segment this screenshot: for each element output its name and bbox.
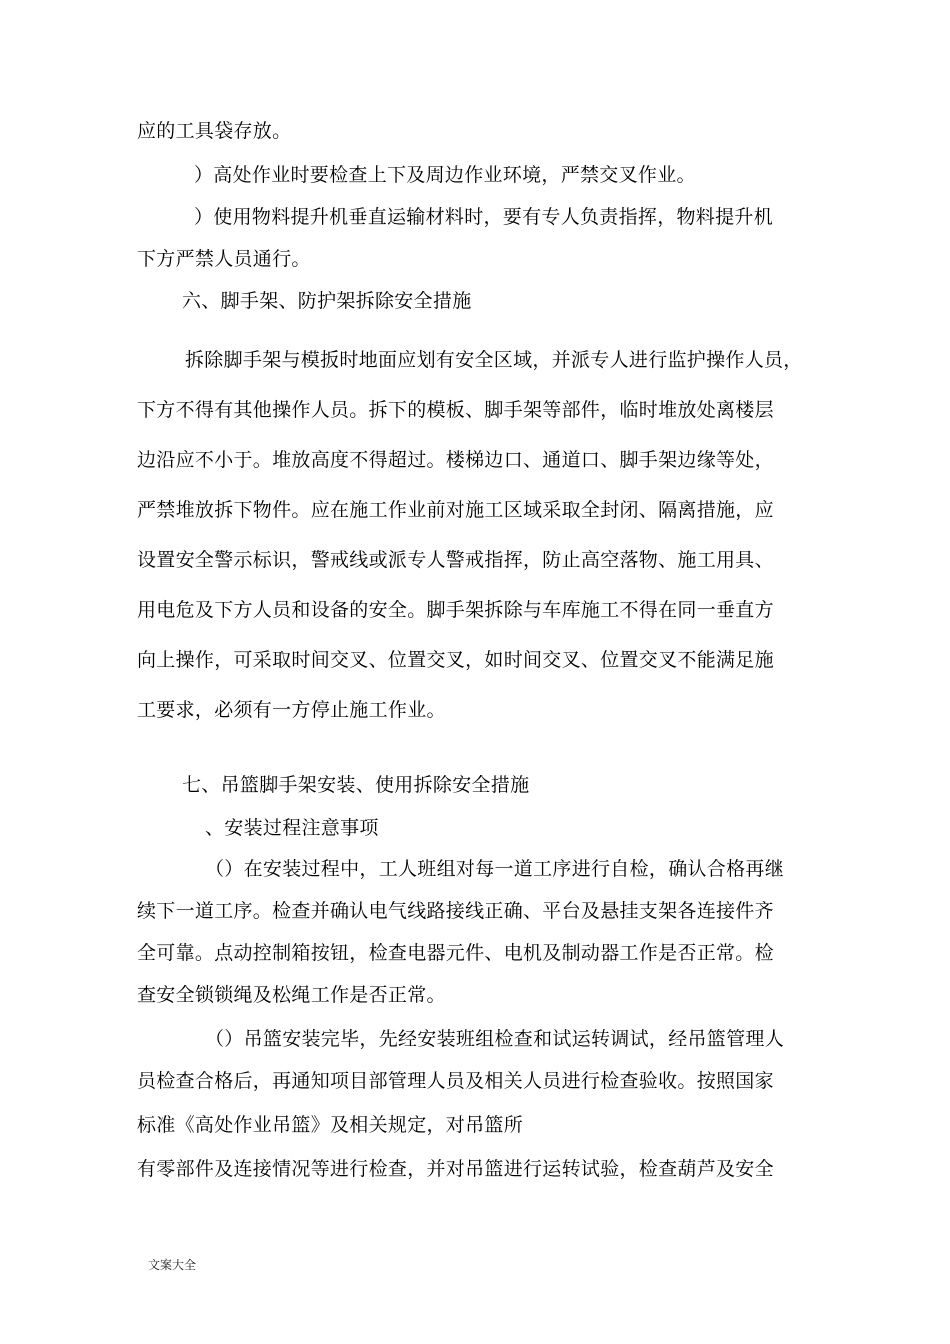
paragraph-line: 拆除脚手架与模扳时地面应划有安全区域，并派专人进行监护操作人员，	[185, 349, 803, 371]
paragraph-line: 设置安全警示标识，警戒线或派专人警戒指挥，防止高空落物、施工用具、	[137, 549, 774, 571]
paragraph-line: 标准《高处作业吊篮》及相关规定，对吊篮所	[137, 1114, 524, 1136]
footer-label: 文案大全	[148, 1258, 197, 1272]
paragraph-line: 严禁堆放拆下物件。应在施工作业前对施工区域采取全封闭、隔离措施，应	[137, 499, 774, 521]
paragraph-line: 查安全锁锁绳及松绳工作是否正常。	[137, 984, 446, 1006]
section-heading: 六、脚手架、防护架拆除安全措施	[182, 290, 472, 312]
paragraph-line: ）高处作业时要检查上下及周边作业环境，严禁交叉作业。	[194, 164, 696, 186]
subsection-heading: 、安装过程注意事项	[205, 817, 379, 839]
paragraph-line: 向上操作，可采取时间交叉、位置交叉，如时间交叉、位置交叉不能满足施	[137, 649, 774, 671]
section-heading: 七、吊篮脚手架安装、使用拆除安全措施	[182, 774, 530, 796]
paragraph-line: 全可靠。点动控制箱按钮，检查电器元件、电机及制动器工作是否正常。检	[137, 942, 774, 964]
paragraph-line: 下方严禁人员通行。	[137, 248, 311, 270]
paragraph-line: 边沿应不小于。堆放高度不得超过。楼梯边口、通道口、脚手架边缘等处，	[137, 449, 774, 471]
paragraph-line: （）吊篮安装完毕，先经安装班组检查和试运转调试，经吊篮管理人	[205, 1028, 785, 1050]
paragraph-line: 续下一道工序。检查并确认电气线路接线正确、平台及悬挂支架各连接件齐	[137, 900, 774, 922]
paragraph-line: 员检查合格后，再通知项目部管理人员及相关人员进行检查验收。按照国家	[137, 1070, 774, 1092]
paragraph-line: 工要求，必须有一方停止施工作业。	[137, 699, 446, 721]
paragraph-line: 用电危及下方人员和设备的安全。脚手架拆除与车库施工不得在同一垂直方	[137, 599, 774, 621]
paragraph-line: ）使用物料提升机垂直运输材料时，要有专人负责指挥，物料提升机	[194, 206, 774, 228]
paragraph-line: 下方不得有其他操作人员。拆下的模板、脚手架等部件，临时堆放处离楼层	[137, 399, 774, 421]
paragraph-line: （）在安装过程中，工人班组对每一道工序进行自检，确认合格再继	[205, 858, 785, 880]
paragraph-line: 有零部件及连接情况等进行检查，并对吊篮进行运转试验，检查葫芦及安全	[137, 1158, 774, 1180]
paragraph-line: 应的工具袋存放。	[137, 120, 292, 142]
